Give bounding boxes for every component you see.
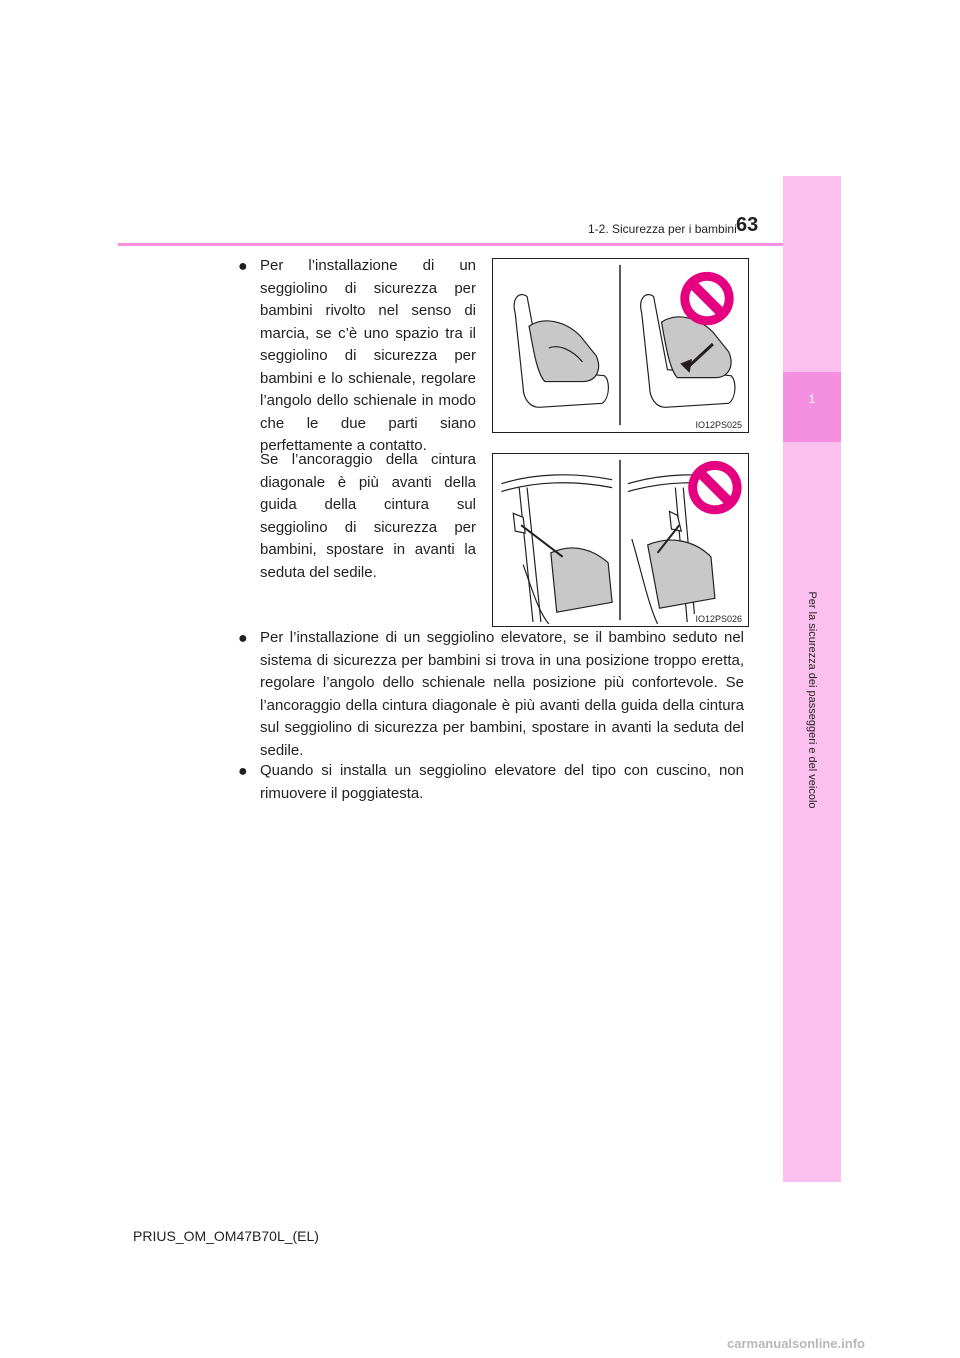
bullet-icon: ● [238,763,248,780]
bullet-icon: ● [238,258,248,275]
figure-belt-anchor [492,453,749,627]
paragraph-booster-seat: Per l’installazione di un seggiolino elevatore, se il bambino seduto nel sistema di sicurezza per bambini si trova in una posizione troppo eretta, regolare l’angolo dello schienale nella posizione più confortevole. Se l’ancoraggio della cintura diagonale è più avanti della guida della cintura sul seggiolino di sicurezza per bambini, spostare in avanti la seduta del sedile. [260,629,744,759]
seat-illustration [493,259,748,432]
belt-anchor-illustration [493,454,748,626]
figure-code: IO12PS026 [695,614,742,624]
page-number: 63 [736,214,759,236]
section-title: 1-2. Sicurezza per i bambini [588,222,737,236]
chapter-number: 1 [808,392,816,406]
paragraph-headrest: Quando si installa un seggiolino elevatore del tipo con cuscino, non rimuovere il poggiatesta. [260,762,744,802]
figure-code: IO12PS025 [695,420,742,430]
watermark: carmanualsonline.info [727,1336,865,1351]
figure-seat-gap [492,258,749,433]
paragraph-belt-anchor: Se l’ancoraggio della cintura diagonale è più avanti della guida della cintura sul seggiolino di sicurezza per bambini, spostare in avanti la seduta del sedile. [260,451,476,581]
document-code: PRIUS_OM_OM47B70L_(EL) [133,1228,319,1244]
prohibited-icon [680,272,733,325]
chapter-title: Per la sicurezza dei passeggeri e del veicolo [806,591,818,809]
paragraph-forward-facing-seat: Per l’installazione di un seggiolino di sicurezza per bambini rivolto nel senso di marcia, se c’è uno spazio tra il seggiolino di sicurezza per bambini e lo schienale, regolare l’angolo dello schienale in modo che le due parti siano perfettamente a contatto. [260,257,476,454]
bullet-icon: ● [238,630,248,647]
header-rule [118,243,783,246]
chapter-side-tab-active [783,372,841,442]
prohibited-icon [688,461,741,514]
